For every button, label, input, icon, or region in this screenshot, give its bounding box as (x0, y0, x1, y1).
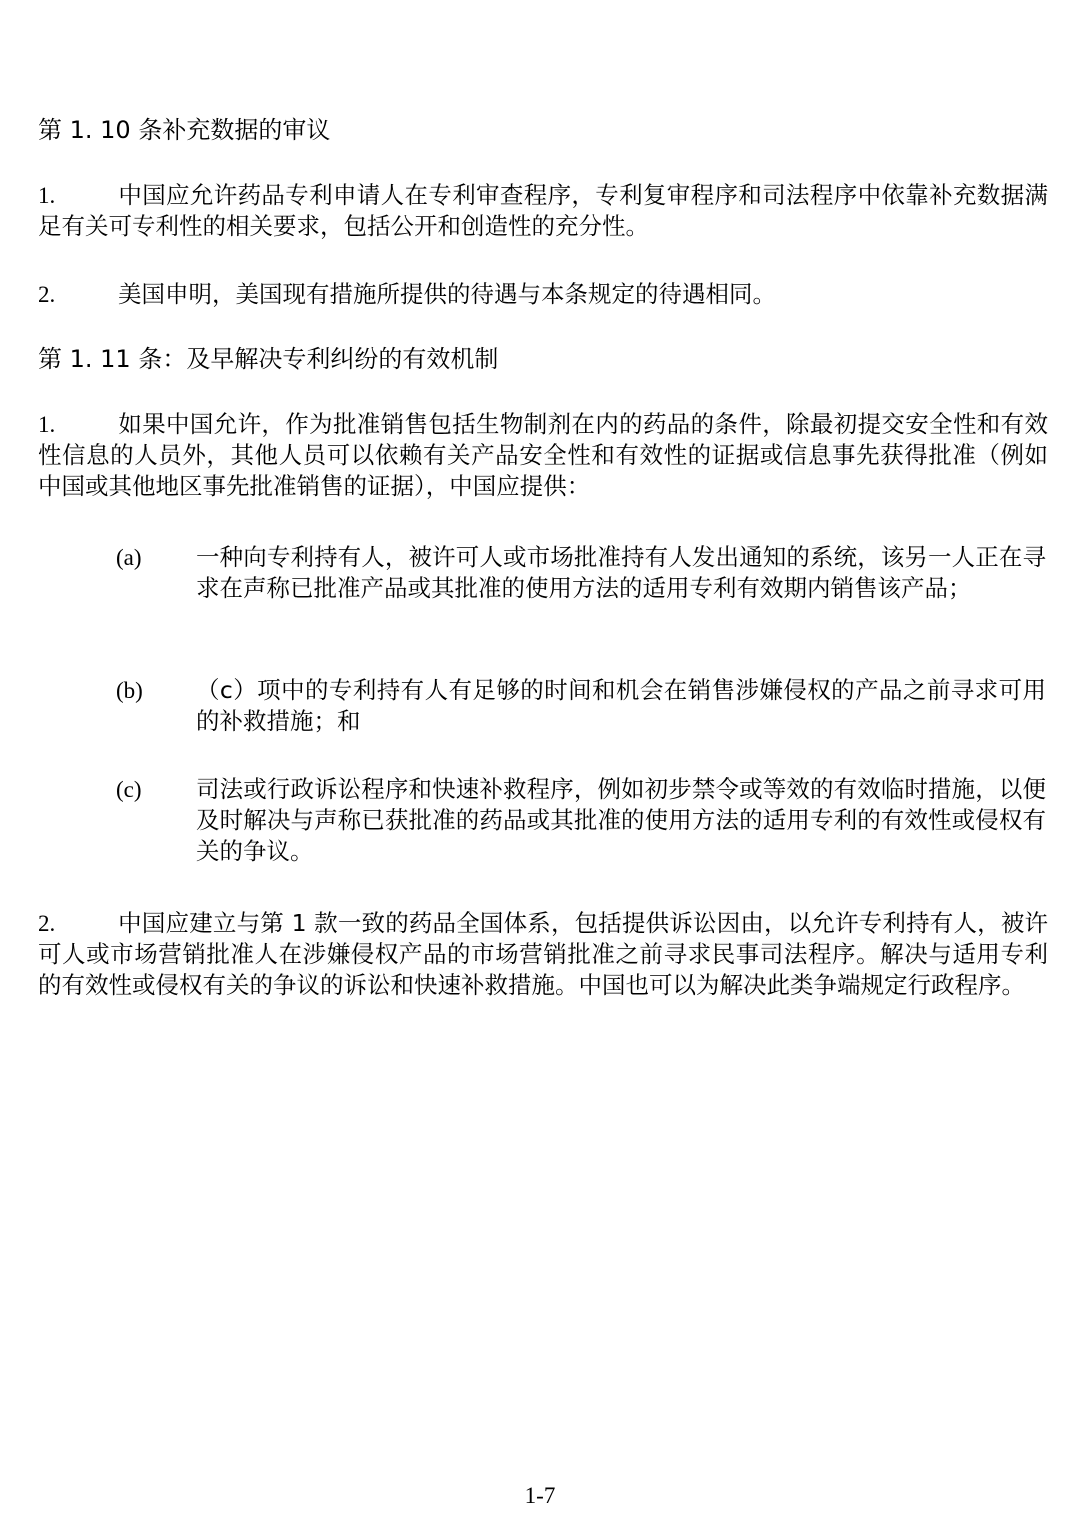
paragraph-text: 美国申明，美国现有措施所提供的待遇与本条规定的待遇相同。 (118, 280, 776, 308)
paragraph-number: 1. (38, 183, 56, 208)
subparagraph-label: (a) (116, 545, 142, 570)
page-number: 1-7 (524, 1483, 556, 1508)
subparagraph-text: 司法或行政诉讼程序和快速补救程序，例如初步禁令或等效的有效临时措施，以便及时解决与声称已获批准的药品或其批准的使用方法的适用专利的有效性或侵权有关的争议。 (196, 775, 1046, 865)
subparagraph-c (116, 774, 1046, 867)
article-1-10-paragraph-2 (38, 279, 1048, 310)
article-1-10-heading: 第 1. 10 条补充数据的审议 (38, 116, 331, 144)
subparagraph-a (116, 542, 1046, 604)
subparagraph-text: 一种向专利持有人，被许可人或市场批准持有人发出通知的系统，该另一人正在寻求在声称已批准产品或其批准的使用方法的适用专利有效期内销售该产品； (196, 543, 1046, 602)
subparagraph-text: （c）项中的专利持有人有足够的时间和机会在销售涉嫌侵权的产品之前寻求可用的补救措施；和 (196, 676, 1046, 735)
paragraph-text: 如果中国允许，作为批准销售包括生物制剂在内的药品的条件，除最初提交安全性和有效性信息的人员外，其他人员可以依赖有关产品安全性和有效性的证据或信息事先获得批准（例如中国或其他地区事先批准销售的证据），中国应提供： (38, 410, 1048, 500)
paragraph-text: 中国应建立与第 1 款一致的药品全国体系，包括提供诉讼因由，以允许专利持有人，被许可人或市场营销批准人在涉嫌侵权产品的市场营销批准之前寻求民事司法程序。解决与适用专利的有效性或侵权有关的争议的诉讼和快速补救措施。中国也可以为解决此类争端规定行政程序。 (38, 909, 1048, 999)
article-1-11-heading: 第 1. 11 条：及早解决专利纠纷的有效机制 (38, 345, 499, 373)
article-1-10-paragraph-1 (38, 180, 1048, 242)
article-1-11-paragraph-1 (38, 409, 1048, 502)
paragraph-number: 2. (38, 911, 56, 936)
paragraph-number: 1. (38, 412, 56, 437)
paragraph-text: 中国应允许药品专利申请人在专利审查程序，专利复审程序和司法程序中依靠补充数据满足有关可专利性的相关要求，包括公开和创造性的充分性。 (38, 181, 1048, 240)
subparagraph-label: (b) (116, 678, 143, 703)
subparagraph-label: (c) (116, 777, 142, 802)
article-1-11-paragraph-2 (38, 908, 1048, 1001)
subparagraph-b (116, 675, 1046, 737)
paragraph-number: 2. (38, 282, 56, 307)
